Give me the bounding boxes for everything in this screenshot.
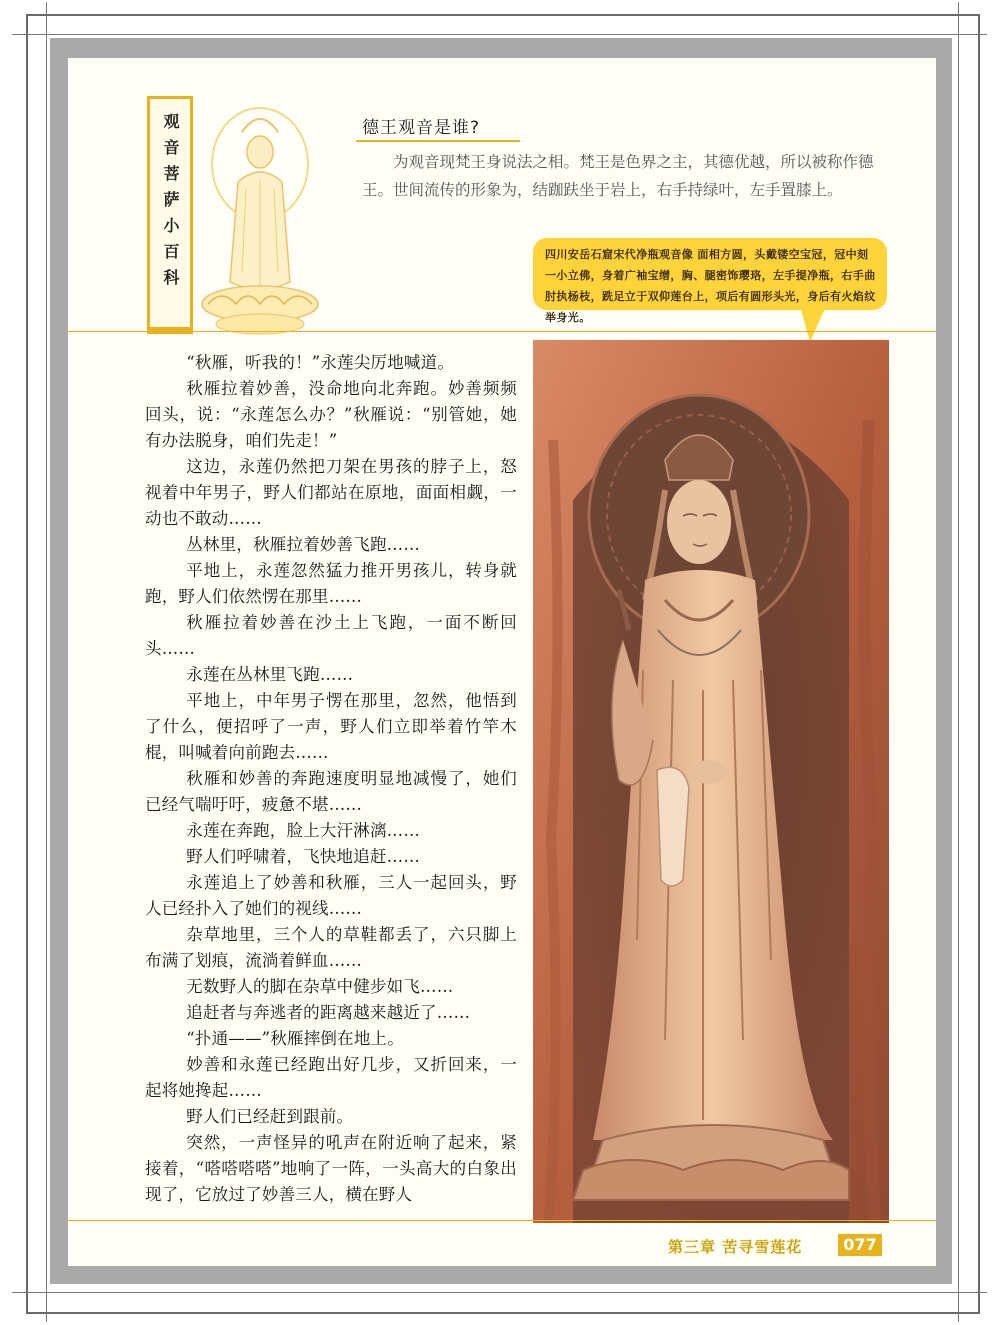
side-tab-title: 观音菩萨小百科 — [161, 113, 180, 295]
story-paragraph: 这边，永莲仍然把刀架在男孩的脖子上，怒视着中年男子，野人们都站在原地，面面相觑，一动也不敢动…… — [145, 457, 517, 528]
frame-line-left — [46, 2, 47, 1322]
footer-chapter-title: 第三章 苦寻雪莲花 — [668, 1238, 803, 1256]
story-paragraph: 无数野人的脚在杂草中健步如飞…… — [186, 977, 454, 996]
story-text — [145, 350, 517, 1208]
story-paragraph: 追赶者与奔逃者的距离越来越近了…… — [186, 1003, 471, 1022]
story-paragraph: 永莲在丛林里飞跑…… — [186, 665, 354, 684]
story-paragraph: 野人们呼啸着，飞快地追赶…… — [186, 847, 421, 866]
question-title: 德王观音是谁? — [362, 118, 481, 138]
story-paragraph: 平地上，永莲忽然猛力推开男孩儿，转身就跑，野人们依然愣在那里…… — [145, 561, 517, 606]
story-paragraph: 丛林里，秋雁拉着妙善飞跑…… — [186, 535, 421, 554]
story-paragraph: 杂草地里，三个人的草鞋都丢了，六只脚上布满了划痕，流淌着鲜血…… — [145, 925, 517, 970]
story-paragraph: 秋雁拉着妙善，没命地向北奔跑。妙善频频回头，说：“永莲怎么办？”秋雁说：“别管她，她有办法脱身，咱们先走！” — [145, 379, 517, 450]
statue-photo-image — [533, 340, 889, 1223]
caption-bubble-tail — [800, 306, 826, 342]
story-paragraph: 突然，一声怪异的吼声在附近响了起来，紧接着，“嗒嗒嗒嗒”地响了一阵，一头高大的白象出现了，它放过了妙善三人，横在野人 — [145, 1133, 517, 1204]
story-paragraph: 秋雁拉着妙善在沙土上飞跑，一面不断回头…… — [145, 613, 517, 658]
question-answer-text: 为观音现梵王身说法之相。梵王是色界之主，其德优越，所以被称作德王。世间流传的形象为，结跏趺坐于岩上，右手持绿叶，左手置膝上。 — [362, 153, 874, 199]
story-paragraph: 永莲追上了妙善和秋雁，三人一起回头，野人已经扑入了她们的视线…… — [145, 873, 517, 918]
header-divider — [68, 331, 936, 332]
question-title-underline — [356, 140, 520, 142]
page-number: 077 — [838, 1234, 882, 1256]
story-paragraph: “扑通——”秋雁摔倒在地上。 — [186, 1029, 404, 1048]
question-answer — [362, 148, 882, 204]
footer-divider — [68, 1220, 936, 1221]
story-paragraph: “秋雁，听我的！”永莲尖厉地喊道。 — [186, 353, 455, 372]
statue-photo — [533, 340, 889, 1223]
side-tab — [147, 96, 193, 330]
story-paragraph: 平地上，中年男子愣在那里，忽然，他悟到了什么，便招呼了一声，野人们立即举着竹竿木棍，叫喊着向前跑去…… — [145, 691, 517, 762]
photo-caption-text: 四川安岳石窟宋代净瓶观音像 面相方圆，头戴镂空宝冠，冠中刻一小立佛，身着广袖宝缯，胸、腿密饰璎珞，左手提净瓶，右手曲肘执杨枝，跣足立于双仰莲台上，项后有圆形头光，身后有火焰纹举身光。 — [545, 248, 876, 324]
story-paragraph: 妙善和永莲已经跑出好几步，又折回来，一起将她搀起…… — [145, 1055, 517, 1100]
story-paragraph: 永莲在奔跑，脸上大汗淋漓…… — [186, 821, 421, 840]
story-paragraph: 野人们已经赶到跟前。 — [186, 1107, 354, 1126]
frame-line-right — [958, 2, 959, 1322]
photo-caption-bubble — [533, 238, 887, 324]
story-paragraph: 秋雁和妙善的奔跑速度明显地减慢了，她们已经气喘吁吁，疲惫不堪…… — [145, 769, 517, 814]
guanyin-sketch-image — [198, 92, 338, 338]
frame-line-top — [12, 34, 987, 35]
frame-line-bottom — [12, 1292, 987, 1293]
